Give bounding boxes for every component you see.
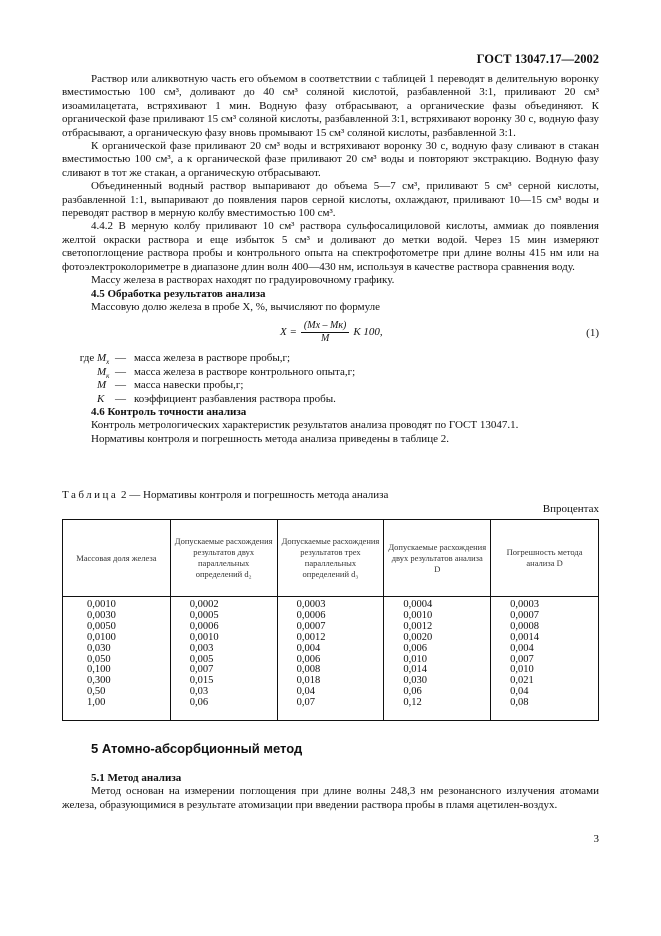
table-cell: 0,008: [296, 664, 321, 676]
table-cell: 0,0005: [189, 609, 219, 621]
paragraph: Раствор или аликвотную часть его объемом в соответствии с таблицей 1 переводят в делительную воронку вместимостью 100 см³, доливают до 40 см³ соляной кислотой, разбавленной 3:1, приливают 20 см³ изоамилацетата, встряхивают 1 мин. Водную фазу отбрасывают, а органические фазы объединяют. К органической фазе приливают 15 см³ соляной кислоты, разбавленной 3:1, встряхивают воронку 30 с, водную фазу отбрасывают, а органическую фазу вновь промывают 15 см³ соляной кислоты, разбавленной 3:1.: [62, 73, 599, 139]
table-cell: 0,006: [296, 653, 321, 665]
table-cell: 0,0006: [296, 609, 326, 621]
table-cell: 0,03: [189, 686, 209, 698]
table-header-cell: Допускаемые расхождения результатов двух параллельных определений d₂: [170, 520, 277, 597]
table-cell: 0,0100: [87, 631, 116, 643]
paragraph: Нормативы контроля и погрешность метода анализа приведены в таблице 2.: [91, 432, 449, 445]
table-cell: 0,0004: [403, 599, 433, 610]
symbol: M: [97, 365, 107, 378]
table-column: [190, 600, 277, 709]
formula-fraction: [301, 320, 349, 345]
table-cell: 0,0002: [189, 599, 219, 610]
table-cell: 0,04: [296, 686, 315, 698]
table-cell: 0,010: [403, 653, 427, 665]
symbol-desc: масса железа в растворе контрольного опыта,г;: [134, 365, 356, 378]
variable-legend: где $M_x$ — масса железа в растворе пробы,г; $M_к$ — масса железа в растворе контрольного опыта,г; M — масса навески пробы,г; K — коэффициент разбавления раствора пробы.: [62, 352, 599, 406]
table-cell: 0,0010: [403, 609, 433, 621]
main-text-block: [62, 73, 599, 446]
section-heading-4-6: 4.6 Контроль точности анализа: [91, 405, 247, 418]
table-cell: 0,004: [296, 642, 321, 654]
table-header-cell: Погрешность метода анализа D: [491, 520, 599, 597]
table-column: [87, 600, 170, 709]
paragraph: Контроль метрологических характеристик результатов анализа проводят по ГОСТ 13047.1.: [91, 419, 519, 432]
table-body-row: [63, 597, 599, 721]
table-cell: 0,0020: [403, 631, 433, 643]
table-cell: 0,021: [510, 675, 534, 687]
table-cell: 0,100: [87, 664, 111, 676]
symbol-sub: к: [106, 371, 110, 380]
table-cell: 0,007: [189, 664, 214, 676]
table-cell: 0,0010: [189, 631, 219, 643]
symbol-sub: x: [106, 358, 110, 367]
norms-table: [62, 519, 599, 721]
table-cell: 0,0003: [296, 599, 326, 610]
table-cell: 0,030: [87, 642, 111, 654]
section-heading-4-5: 4.5 Обработка результатов анализа: [91, 287, 266, 300]
section-heading-5: 5 Атомно-абсорбционный метод: [91, 741, 303, 756]
table-caption-word: Таблица: [62, 489, 119, 501]
table-cell: 0,0008: [510, 620, 540, 632]
table-cell: 0,0006: [189, 620, 219, 632]
table-cell: 0,014: [403, 664, 427, 676]
table-header-cell: Массовая доля железа: [63, 520, 171, 597]
table-cell: 0,06: [189, 697, 209, 709]
table-caption: [62, 489, 388, 501]
table-cell: 0,07: [296, 697, 315, 709]
table-cell: 0,003: [189, 642, 214, 654]
table-cell: 0,005: [189, 653, 214, 665]
table-cell: 0,015: [189, 675, 214, 687]
paragraph: Массовую долю железа в пробе X, %, вычисляют по формуле: [91, 300, 380, 313]
symbol: K: [97, 392, 105, 405]
where-lead: где: [79, 352, 95, 365]
formula-numerator: (Mx – Mк): [301, 320, 349, 333]
table-cell: 0,0012: [296, 631, 326, 643]
table-cell: 0,0030: [87, 609, 116, 621]
section-5-text: [62, 772, 599, 812]
table-cell: 0,06: [403, 686, 422, 698]
table-column: [510, 600, 598, 709]
table-header-row: [63, 520, 599, 597]
formula-rhs: K 100,: [353, 326, 383, 339]
table-header-cell: Допускаемые расхождения двух результатов анализа D: [384, 520, 491, 597]
table-header-cell: Допускаемые расхождения результатов трех параллельных определений d₃: [277, 520, 384, 597]
paragraph: Массу железа в растворах находят по градуировочному графику.: [91, 274, 395, 287]
symbol-desc: масса навески пробы,г;: [134, 379, 244, 392]
table-cell: 0,006: [403, 642, 427, 654]
table-cell: 0,004: [510, 642, 534, 654]
table-cell: 0,018: [296, 675, 321, 687]
table-column: [297, 600, 384, 709]
table-cell: 0,010: [510, 664, 534, 676]
table-cell: 0,50: [87, 686, 106, 698]
page-header: ГОСТ 13047.17—2002: [476, 52, 599, 66]
table-cell: 0,0014: [510, 631, 540, 643]
table-cell: 0,0007: [510, 609, 540, 621]
table-cell: 0,0050: [87, 620, 116, 632]
formula-number: (1): [586, 327, 599, 340]
page-number: 3: [593, 833, 599, 845]
formula: [62, 314, 599, 352]
table-caption-text: 2 — Нормативы контроля и погрешность метода анализа: [118, 489, 389, 501]
symbol-desc: масса железа в растворе пробы,г;: [134, 352, 291, 365]
table-cell: 0,0012: [403, 620, 433, 632]
table-cell: 0,300: [87, 675, 111, 687]
paragraph: К органической фазе приливают 20 см³ воды и встряхивают воронку 30 с, водную фазу сливают в стакан вместимостью 100 см³, а к органической фазе приливают 20 см³ воды и повторяют экстракцию. Водную фазу сливают в тот же стакан, а органическую отбрасывают.: [62, 140, 599, 179]
paragraph: Объединенный водный раствор выпаривают до объема 5—7 см³, приливают 5 см³ серной кислоты, разбавленной 1:1, выпаривают до появления паров серной кислоты, охлаждают, приливают 10—15 см³ воды и переводят раствор в мерную колбу вместимостью 100 см³.: [62, 180, 599, 220]
formula-lhs: X =: [280, 326, 297, 339]
table-cell: 0,0003: [510, 599, 540, 610]
paragraph: Метод основан на измерении поглощения при длине волны 248,3 нм резонансного излучения атомами железа, образующимися в результате атомизации при введении раствора пробы в пламя ацетилен-воздух.: [62, 785, 599, 811]
paragraph: 4.4.2 В мерную колбу приливают 10 см³ раствора сульфосалициловой кислоты, аммиак до появления желтой окраски раствора и еще избыток 5 см³ и доливают до метки водой. Через 15 мин измеряют светопоглощение раствора пробы и контрольного опыта на спектрофотометре при длине волны 415 нм или на фотоэлектроколориметре в диапазоне длин волн 400—430 нм, используя в качестве раствора сравнения воду.: [62, 220, 599, 273]
section-heading-5-1: 5.1 Метод анализа: [91, 772, 182, 784]
table-cell: 0,0010: [87, 599, 116, 610]
formula-denominator: M: [320, 333, 330, 345]
table-unit: Впроцентах: [542, 503, 599, 515]
table-cell: 1,00: [87, 697, 106, 709]
table-cell: 0,030: [403, 675, 427, 687]
table-cell: 0,12: [403, 697, 422, 709]
table-column: [403, 600, 490, 709]
table-cell: 0,050: [87, 653, 111, 665]
table-cell: 0,08: [510, 697, 529, 709]
symbol-desc: коэффициент разбавления раствора пробы.: [134, 392, 336, 405]
table-cell: 0,0007: [296, 620, 326, 632]
table-cell: 0,04: [510, 686, 529, 698]
table-cell: 0,007: [510, 653, 534, 665]
symbol: M: [97, 352, 107, 365]
symbol: M: [97, 379, 107, 392]
